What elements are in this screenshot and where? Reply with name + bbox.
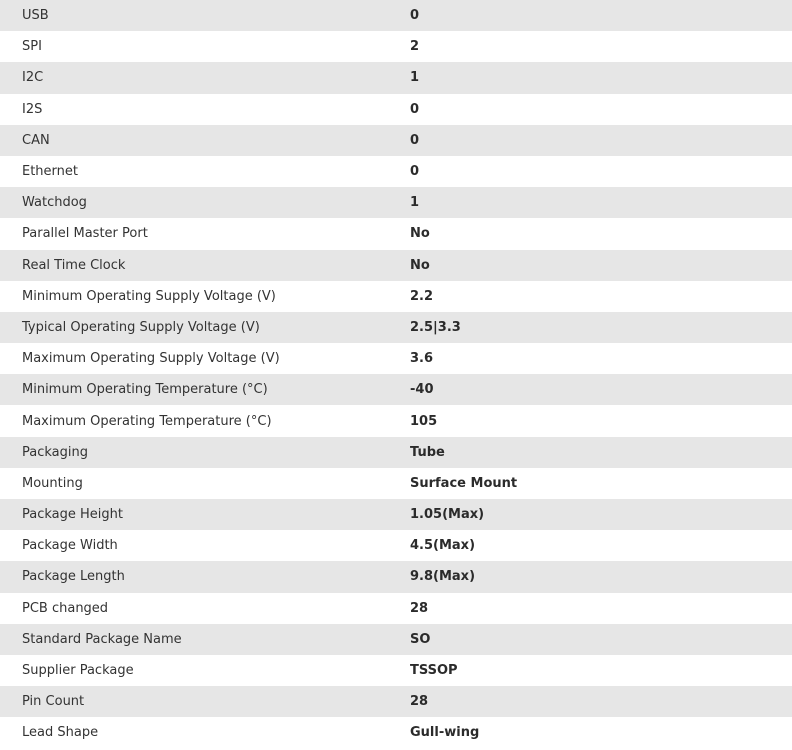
spec-value: Tube <box>410 444 445 460</box>
spec-row-package-width <box>0 530 792 561</box>
spec-value: 3.6 <box>410 351 434 367</box>
spec-value: 9.8(Max) <box>410 569 476 585</box>
spec-row-max-temperature <box>0 405 792 436</box>
spec-row-min-supply-voltage <box>0 281 792 312</box>
spec-row-i2s <box>0 94 792 125</box>
spec-row-min-temperature <box>0 374 792 405</box>
spec-row-package-height <box>0 499 792 530</box>
spec-label: Parallel Master Port <box>22 226 148 242</box>
spec-row-typical-supply-voltage <box>0 312 792 343</box>
spec-row-i2c <box>0 62 792 93</box>
spec-value: No <box>410 226 430 242</box>
spec-value: 105 <box>410 413 438 429</box>
spec-value: 0 <box>410 101 420 117</box>
spec-row-real-time-clock <box>0 250 792 281</box>
spec-value: 1 <box>410 195 420 211</box>
spec-label: Ethernet <box>22 164 78 180</box>
spec-row-standard-package-name <box>0 624 792 655</box>
spec-label: Pin Count <box>22 694 85 710</box>
spec-row-pcb-changed <box>0 593 792 624</box>
spec-value: 1 <box>410 70 420 86</box>
spec-value: 1.05(Max) <box>410 507 485 523</box>
spec-label: Real Time Clock <box>22 257 126 273</box>
spec-row-usb <box>0 0 792 31</box>
spec-value: 0 <box>410 132 420 148</box>
spec-value: 2 <box>410 39 420 55</box>
spec-label: Watchdog <box>22 195 87 211</box>
spec-row-lead-shape <box>0 717 792 748</box>
spec-label: I2S <box>22 101 43 117</box>
spec-value: SO <box>410 631 431 647</box>
spec-label: Mounting <box>22 475 83 491</box>
spec-label: Package Height <box>22 507 123 523</box>
spec-value: Gull-wing <box>410 725 480 741</box>
spec-row-can <box>0 125 792 156</box>
spec-value: Surface Mount <box>410 475 518 491</box>
spec-value: No <box>410 257 430 273</box>
spec-value: 0 <box>410 164 420 180</box>
spec-label: Supplier Package <box>22 663 134 679</box>
spec-row-watchdog <box>0 187 792 218</box>
spec-value: -40 <box>410 382 434 398</box>
spec-value: 28 <box>410 694 429 710</box>
spec-value: 2.5|3.3 <box>410 319 461 335</box>
spec-row-packaging <box>0 437 792 468</box>
spec-label: Package Length <box>22 569 125 585</box>
spec-value: 28 <box>410 600 429 616</box>
spec-row-max-supply-voltage <box>0 343 792 374</box>
spec-label: Minimum Operating Temperature (°C) <box>22 382 268 398</box>
spec-label: Maximum Operating Temperature (°C) <box>22 413 272 429</box>
spec-label: Maximum Operating Supply Voltage (V) <box>22 351 280 367</box>
spec-label: CAN <box>22 132 50 148</box>
spec-label: Package Width <box>22 538 118 554</box>
spec-row-supplier-package <box>0 655 792 686</box>
spec-label: Standard Package Name <box>22 631 182 647</box>
spec-label: Minimum Operating Supply Voltage (V) <box>22 288 276 304</box>
spec-label: USB <box>22 8 49 24</box>
spec-value: 0 <box>410 8 420 24</box>
spec-row-package-length <box>0 561 792 592</box>
spec-value: 4.5(Max) <box>410 538 476 554</box>
spec-row-pin-count <box>0 686 792 717</box>
spec-label: Packaging <box>22 444 88 460</box>
spec-row-spi <box>0 31 792 62</box>
spec-value: 2.2 <box>410 288 434 304</box>
spec-value: TSSOP <box>410 663 458 679</box>
spec-row-parallel-master-port <box>0 218 792 249</box>
spec-label: I2C <box>22 70 44 86</box>
spec-label: Lead Shape <box>22 725 99 741</box>
spec-row-ethernet <box>0 156 792 187</box>
spec-label: PCB changed <box>22 600 109 616</box>
spec-row-mounting <box>0 468 792 499</box>
spec-label: SPI <box>22 39 42 55</box>
spec-label: Typical Operating Supply Voltage (V) <box>22 319 260 335</box>
